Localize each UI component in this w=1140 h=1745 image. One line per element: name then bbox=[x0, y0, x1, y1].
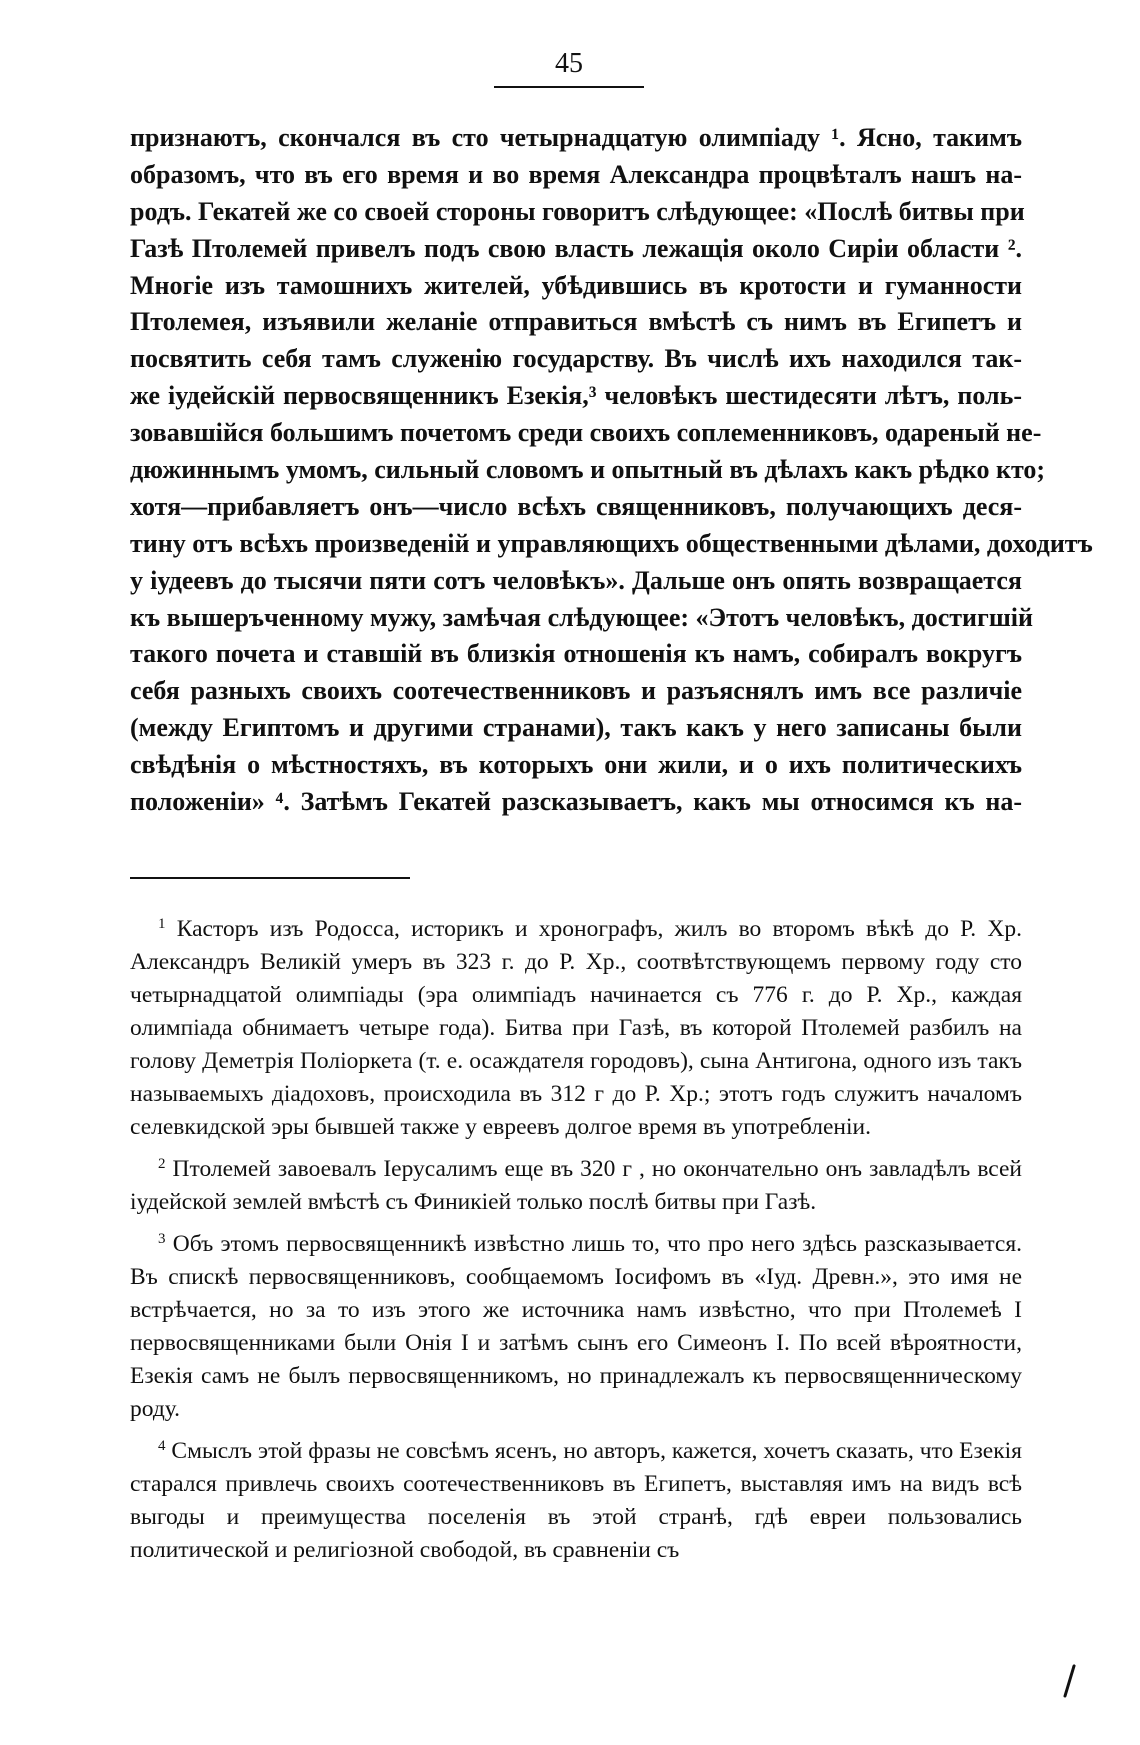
main-text-line: тину отъ всѣхъ произведеній и управляющихъ общественными дѣлами, доходитъ bbox=[130, 528, 1093, 558]
footnote-text: Смыслъ этой фразы не совсѣмъ ясенъ, но авторъ, кажется, хочетъ сказать, что Езекія старался привлечь своихъ соотечественниковъ въ Египетъ, выставляя имъ на видъ всѣ выгоды и преимущества поселенія въ этой странѣ, гдѣ евреи пользовались политической и религіозной свободой, въ сравненіи съ bbox=[130, 1438, 1022, 1563]
main-text-line: Птолемея, изъявили желаніе отправиться вмѣстѣ съ нимъ въ Египетъ и bbox=[130, 307, 1022, 337]
main-text-line: же іудейскій первосвященникъ Езекія,³ человѣкъ шестидесяти лѣтъ, поль- bbox=[130, 381, 1022, 411]
footnote-marker: 4 bbox=[158, 1438, 166, 1454]
main-text-line: Многіе изъ тамошнихъ жителей, убѣдившись въ кротости и гуманности bbox=[130, 270, 1022, 300]
footnote-marker: 1 bbox=[158, 916, 166, 932]
footnote-marker: 3 bbox=[158, 1231, 166, 1247]
main-text-line: посвятить себя тамъ служенію государству. Въ числѣ ихъ находился так- bbox=[130, 344, 1022, 374]
main-text-line: такого почета и ставшій въ близкія отношенія къ намъ, собиралъ вокругъ bbox=[130, 639, 1022, 669]
main-text-line: свѣдѣнія о мѣстностяхъ, въ которыхъ они жили, и о ихъ политическихъ bbox=[130, 750, 1022, 780]
main-text-line: зовавшійся большимъ почетомъ среди своихъ соплеменниковъ, одареный не- bbox=[130, 418, 1042, 448]
footnote-3 bbox=[130, 1223, 1022, 1426]
main-text-line: положеніи» ⁴. Затѣмъ Гекатей разсказываетъ, какъ мы относимся къ на- bbox=[130, 787, 1022, 817]
main-text-line: у іудеевъ до тысячи пяти сотъ человѣкъ». Дальше онъ опять возвращается bbox=[130, 565, 1022, 595]
main-text-line: дюжиннымъ умомъ, сильный словомъ и опытный въ дѣлахъ какъ рѣдко кто; bbox=[130, 455, 1046, 485]
page-number: 45 bbox=[555, 48, 583, 79]
main-text-line: признаютъ, скончался въ сто четырнадцатую олимпіаду ¹. Ясно, такимъ bbox=[130, 123, 1022, 152]
footnote-separator bbox=[130, 877, 410, 879]
footnote-4 bbox=[130, 1430, 1022, 1567]
footnote-text: Объ этомъ первосвященникѣ извѣстно лишь то, что про него здѣсь разсказывается. Въ спискѣ первосвященниковъ, сообщаемомъ Іосифомъ въ «Iуд. Древн.», это имя не встрѣчается, но за то изъ этого же источника намъ извѣстно, что при Птолемеѣ I первосвященниками были Онія I и затѣмъ сынъ его Симеонъ I. По всей вѣроятности, Езекія самъ не былъ первосвященникомъ, но принадлежалъ къ первосвященническому роду. bbox=[130, 1231, 1022, 1422]
footnote-text: Касторъ изъ Родосса, историкъ и хронографъ, жилъ во второмъ вѣкѣ до Р. Хр. Александръ Великій умеръ въ 323 г. до Р. Хр., соотвѣтствующемъ первому году сто четырнадцатой олимпіады (эра олимпіадъ начинается съ 776 г. до Р. Хр., каждая олимпіада обнимаетъ четыре года). Битва при Газѣ, въ которой Птолемей разбилъ на голову Деметрія Поліоркета (т. е. осаждателя городовъ), сына Антигона, одного изъ такъ называемыхъ діадоховъ, происходила въ 312 г до Р. Хр.; этотъ годъ служитъ началомъ селевкидской эры бывшей также у евреевъ долгое время въ употребленіи. bbox=[130, 916, 1023, 1140]
footnote-1 bbox=[130, 908, 1022, 1144]
main-text-line: (между Египтомъ и другими странами), такъ какъ у него записаны были bbox=[130, 713, 1022, 743]
footnote-marker: 2 bbox=[158, 1156, 166, 1172]
stray-pen-mark bbox=[1062, 1664, 1076, 1700]
footnote-text: Птолемей завоевалъ Іерусалимъ еще въ 320 г , но окончательно онъ завладѣлъ всей іудейской землей вмѣстѣ съ Финикіей только послѣ битвы при Газѣ. bbox=[130, 1156, 1023, 1215]
main-text-line: Газѣ Птолемей привелъ подъ свою власть лежащія около Сиріи области ². bbox=[130, 233, 1022, 263]
main-text-line: образомъ, что въ его время и во время Александра процвѣталъ нашъ на- bbox=[130, 159, 1022, 189]
main-text-line: хотя—прибавляетъ онъ—число всѣхъ священниковъ, получающихъ деся- bbox=[130, 491, 1022, 521]
footnote-2 bbox=[130, 1148, 1022, 1219]
main-text-line: себя разныхъ своихъ соотечественниковъ и разъяснялъ имъ все различіе bbox=[130, 676, 1022, 706]
main-text bbox=[130, 120, 1093, 821]
page-number-rule bbox=[494, 86, 644, 88]
main-text-line: къ вышеръченному мужу, замѣчая слѣдующее: «Этотъ человѣкъ, достигшій bbox=[130, 602, 1033, 632]
footnotes bbox=[130, 908, 1022, 1567]
main-text-line: родъ. Гекатей же со своей стороны говоритъ слѣдующее: «Послѣ битвы при bbox=[130, 196, 1025, 226]
